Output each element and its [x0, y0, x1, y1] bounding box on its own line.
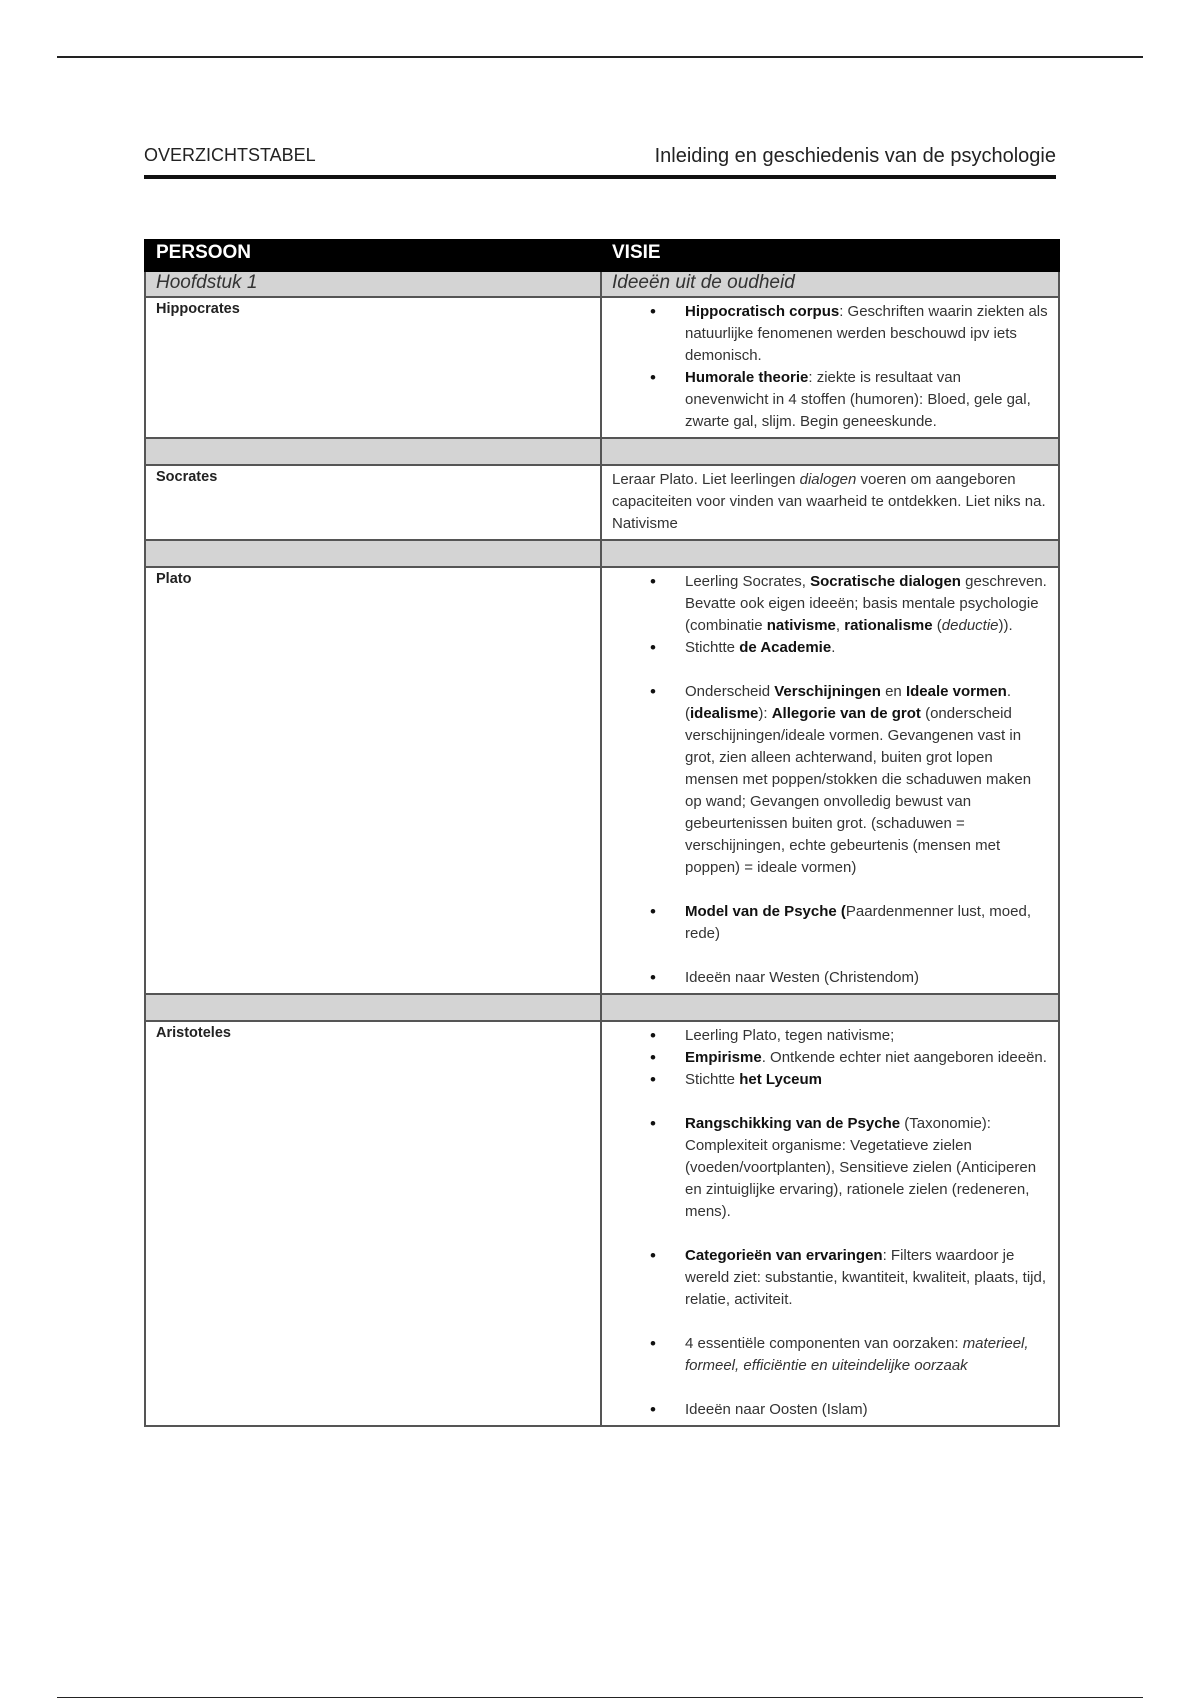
term: Hippocratisch corpus: [685, 303, 840, 320]
item-text: Leraar Plato. Liet leerlingen: [612, 471, 800, 488]
column-header-visie: VISIE: [601, 240, 1059, 271]
bottom-rule: [57, 1697, 1143, 1698]
list-item: • Stichtte het Lyceum: [612, 1069, 1048, 1091]
table-header-row: [145, 240, 1059, 271]
list-item: • Onderscheid Verschijningen en Ideale vormen. (idealisme): Allegorie van de grot (onderscheid verschijningen/ideale vormen. Gevangenen vast in grot, zien alleen achterwand, buiten grot lopen mensen met poppen/stokken die schaduwen maken op wand; Gevangen onvolledig bewust van gebeurtenissen buiten grot. (schaduwen = verschijningen, echte gebeurtenis (mensen met poppen) = ideale vormen): [612, 681, 1048, 879]
item-text: voeren om aangeboren capaciteiten voor vinden van waarheid te ontdekken. Liet niks na. Nativisme: [612, 471, 1046, 532]
list-item: • Leerling Plato, tegen nativisme;: [612, 1025, 1048, 1047]
chapter-title: Ideeën uit de oudheid: [601, 271, 1059, 297]
list-item: • Ideeën naar Westen (Christendom): [612, 967, 1048, 989]
chapter-row: [145, 271, 1059, 297]
top-rule: [57, 56, 1143, 58]
list-item: [612, 301, 1048, 367]
header-right-title: Inleiding en geschiedenis van de psychologie: [654, 145, 1056, 167]
separator-row: [145, 540, 1059, 567]
chapter-label: Hoofdstuk 1: [145, 271, 601, 297]
visie-cell: [601, 567, 1059, 994]
bullet-list: [612, 301, 1048, 433]
table-row-aristoteles: [145, 1021, 1059, 1426]
item-text-italic: dialogen: [799, 471, 857, 488]
table-row-socrates: [145, 465, 1059, 540]
page-header: [144, 145, 1056, 179]
list-item: • Leerling Socrates, Socratische dialogen geschreven. Bevatte ook eigen ideeën; basis mentale psychologie (combinatie nativisme, rationalisme (deductie)).: [612, 571, 1048, 637]
item-text: : Geschriften waarin ziekten als natuurlijke fenomenen werden beschouwd ipv iets demonisch.: [685, 303, 1048, 364]
bullet-list: [612, 571, 1048, 989]
header-left-title: OVERZICHTSTABEL: [144, 145, 316, 165]
table-row-plato: [145, 567, 1059, 994]
separator-row: [145, 994, 1059, 1021]
list-item: • Rangschikking van de Psyche (Taxonomie): Complexiteit organisme: Vegetatieve zielen (voeden/voortplanten), Sensitieve zielen (Anticiperen en zintuiglijke ervaring), rationele zielen (redeneren, mens).: [612, 1113, 1048, 1223]
bullet-list: [612, 1025, 1048, 1421]
list-item: • Stichtte de Academie.: [612, 637, 1048, 659]
list-item: • Model van de Psyche (Paardenmenner lust, moed, rede): [612, 901, 1048, 945]
column-header-person: PERSOON: [145, 240, 601, 271]
list-item: • Empirisme. Ontkende echter niet aangeboren ideeën.: [612, 1047, 1048, 1069]
list-item: • Categorieën van ervaringen: Filters waardoor je wereld ziet: substantie, kwantiteit, kwaliteit, plaats, tijd, relatie, activiteit.: [612, 1245, 1048, 1311]
list-item: • Ideeën naar Oosten (Islam): [612, 1399, 1048, 1421]
table-row-hippocrates: [145, 297, 1059, 438]
list-item: [612, 367, 1048, 433]
item-text: : ziekte is resultaat van onevenwicht in 4 stoffen (humoren): Bloed, gele gal, zwarte gal, slijm. Begin geneeskunde.: [685, 369, 1031, 430]
person-name: Socrates: [145, 465, 601, 540]
person-name: Plato: [145, 567, 601, 994]
visie-cell: [601, 1021, 1059, 1426]
list-item: • 4 essentiële componenten van oorzaken: materieel, formeel, efficiëntie en uiteindelijke oorzaak: [612, 1333, 1048, 1377]
person-name: Aristoteles: [145, 1021, 601, 1426]
separator-row: [145, 438, 1059, 465]
person-name: Hippocrates: [145, 297, 601, 438]
visie-cell: [601, 297, 1059, 438]
term: Humorale theorie: [685, 369, 809, 386]
visie-cell: [601, 465, 1059, 540]
overview-table: [144, 239, 1060, 1427]
